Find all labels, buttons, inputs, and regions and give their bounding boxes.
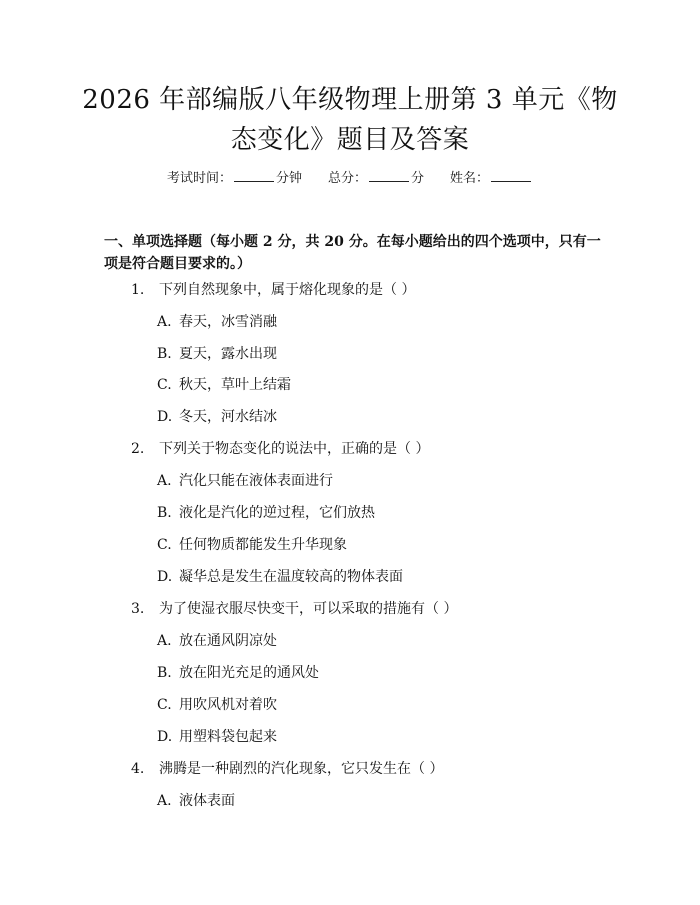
question-text: 下列自然现象中，属于熔化现象的是（ ） (159, 282, 416, 298)
name-label: 姓名： (450, 171, 490, 186)
option-letter: D. (157, 569, 173, 585)
question-1 (131, 280, 415, 300)
option-text: 冬天，河水结冰 (179, 409, 277, 425)
option-3c (157, 695, 277, 715)
page-title (60, 80, 640, 160)
option-3b (157, 663, 319, 683)
option-3a (157, 631, 277, 651)
option-2a (157, 471, 333, 491)
option-text: 放在阳光充足的通风处 (179, 665, 319, 681)
score-unit: 分 (411, 171, 425, 186)
option-2b (157, 503, 375, 523)
option-text: 放在通风阴凉处 (179, 633, 277, 649)
score-blank (369, 169, 409, 182)
option-letter: A. (157, 633, 172, 649)
option-text: 用塑料袋包起来 (179, 729, 277, 745)
name-blank (491, 169, 531, 182)
option-letter: B. (157, 346, 172, 362)
option-1b (157, 344, 277, 364)
question-number: 3. (131, 601, 145, 617)
option-text: 汽化只能在液体表面进行 (179, 473, 333, 489)
question-text: 为了使湿衣服尽快变干，可以采取的措施有（ ） (159, 601, 458, 617)
option-text: 凝华总是发生在温度较高的物体表面 (179, 569, 403, 585)
option-letter: D. (157, 729, 173, 745)
option-letter: B. (157, 665, 172, 681)
option-1c (157, 375, 291, 395)
option-letter: C. (157, 697, 172, 713)
option-letter: C. (157, 377, 172, 393)
option-2c (157, 535, 347, 555)
question-text: 沸腾是一种剧烈的汽化现象，它只发生在（ ） (159, 761, 444, 777)
option-4a (157, 791, 235, 811)
question-number: 2. (131, 441, 145, 457)
title-line-1: 2026 年部编版八年级物理上册第 3 单元《物 (82, 85, 618, 115)
option-letter: A. (157, 473, 172, 489)
option-1a (157, 312, 277, 332)
option-letter: C. (157, 537, 172, 553)
question-2 (131, 439, 429, 459)
option-letter: B. (157, 505, 172, 521)
option-text: 液化是汽化的逆过程，它们放热 (179, 505, 375, 521)
option-letter: A. (157, 793, 172, 809)
option-2d (157, 567, 403, 587)
exam-info (0, 169, 700, 188)
time-unit: 分钟 (275, 171, 302, 186)
option-text: 液体表面 (179, 793, 235, 809)
question-3 (131, 599, 457, 619)
option-text: 夏天，露水出现 (179, 346, 277, 362)
question-number: 1. (131, 282, 145, 298)
time-blank (234, 169, 274, 182)
question-4 (131, 759, 443, 779)
question-number: 4. (131, 761, 145, 777)
title-line-2: 态变化》题目及答案 (230, 125, 470, 155)
option-text: 秋天，草叶上结霜 (179, 377, 291, 393)
question-text: 下列关于物态变化的说法中，正确的是（ ） (159, 441, 430, 457)
option-3d (157, 727, 277, 747)
section-heading: 一、单项选择题（每小题 2 分，共 20 分。在每小题给出的四个选项中，只有一项是符合题目要求的。） (104, 234, 601, 272)
option-text: 春天，冰雪消融 (179, 314, 277, 330)
option-text: 任何物质都能发生升华现象 (179, 537, 347, 553)
option-letter: D. (157, 409, 173, 425)
option-text: 用吹风机对着吹 (179, 697, 277, 713)
score-label: 总分： (327, 171, 367, 186)
time-label: 考试时间： (166, 171, 232, 186)
option-letter: A. (157, 314, 172, 330)
option-1d (157, 407, 277, 427)
